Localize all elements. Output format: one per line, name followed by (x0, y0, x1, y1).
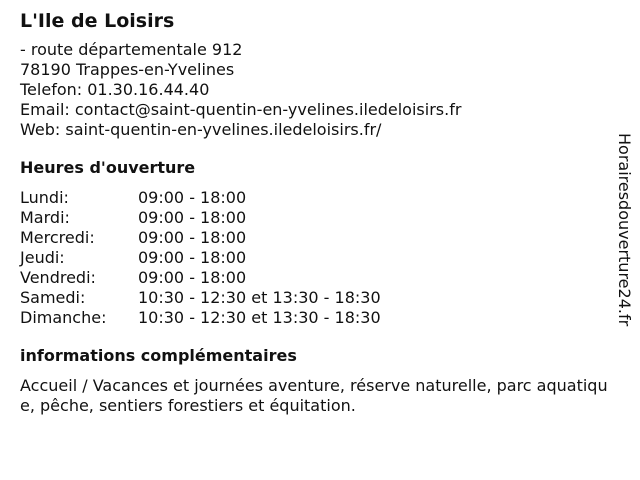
email-link[interactable]: contact@saint-quentin-en-yvelines.iledeloisirs.fr (74, 100, 462, 119)
web-label: Web: (20, 120, 61, 139)
phone-line (20, 80, 620, 100)
email-label: Email: (20, 100, 70, 119)
email-line (20, 100, 620, 120)
web-link[interactable]: saint-quentin-en-yvelines.iledeloisirs.fr/ (65, 120, 382, 139)
hours-day: Vendredi: (20, 268, 96, 287)
hours-day: Mercredi: (20, 228, 95, 247)
phone-label: Telefon: (20, 80, 83, 99)
phone-number[interactable]: 01.30.16.44.40 (87, 80, 210, 99)
hours-day: Dimanche: (20, 308, 107, 327)
hours-time: 09:00 - 18:00 (138, 248, 247, 267)
info-heading: informations complémentaires (20, 346, 297, 365)
business-card (20, 8, 620, 416)
hours-day: Jeudi: (20, 248, 65, 267)
site-watermark: Horairesdouverture24.fr (615, 133, 634, 327)
hours-day: Lundi: (20, 188, 69, 207)
hours-row-saturday (20, 288, 620, 308)
info-text: Accueil / Vacances et journées aventure, réserve naturelle, parc aquatique, pêche, sentiers forestiers et équitation. (20, 376, 608, 415)
hours-time: 09:00 - 18:00 (138, 208, 247, 227)
hours-time: 09:00 - 18:00 (138, 188, 247, 207)
hours-time: 10:30 - 12:30 et 13:30 - 18:30 (138, 308, 381, 327)
hours-time: 09:00 - 18:00 (138, 228, 247, 247)
hours-day: Mardi: (20, 208, 70, 227)
address-line-1: - route départementale 912 (20, 40, 243, 59)
address-line-2: 78190 Trappes-en-Yvelines (20, 60, 235, 79)
hours-row-tuesday (20, 208, 620, 228)
hours-heading: Heures d'ouverture (20, 158, 196, 177)
hours-time: 09:00 - 18:00 (138, 268, 247, 287)
hours-row-thursday (20, 248, 620, 268)
hours-row-sunday (20, 308, 620, 328)
hours-table (20, 188, 620, 328)
hours-row-wednesday (20, 228, 620, 248)
hours-row-monday (20, 188, 620, 208)
hours-row-friday (20, 268, 620, 288)
hours-day: Samedi: (20, 288, 86, 307)
web-line (20, 120, 620, 140)
business-name: L'Ile de Loisirs (20, 10, 175, 32)
hours-time: 10:30 - 12:30 et 13:30 - 18:30 (138, 288, 381, 307)
